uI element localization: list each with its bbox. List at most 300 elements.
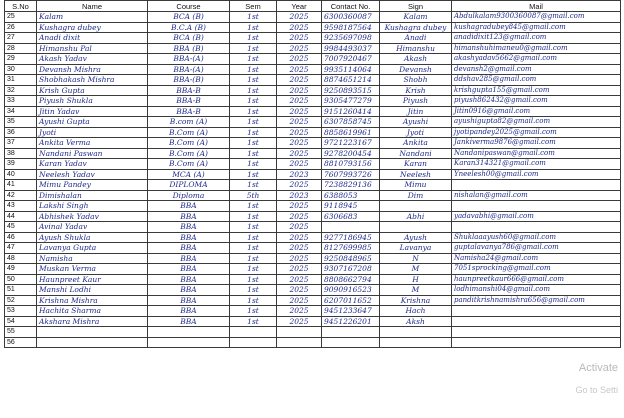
row-contact: 9151260414 (322, 106, 380, 117)
row-sign: Hach (380, 306, 452, 317)
row-mail: panditkrishnamishra656@gmail.com (452, 295, 621, 306)
row-mail: 7051sprocking@gmail.com (452, 264, 621, 275)
row-sno: 49 (5, 264, 37, 275)
row-contact: 7007920467 (322, 54, 380, 65)
row-sno: 54 (5, 316, 37, 327)
row-sign: Shobh (380, 75, 452, 86)
header-contact: Contact No. (322, 1, 380, 12)
row-contact (322, 337, 380, 348)
row-course: BCA (B) (148, 33, 230, 44)
row-mail: Nandanipaswan@gmail.com (452, 148, 621, 159)
table-row (5, 211, 621, 222)
row-name: Akshara Mishra (37, 316, 148, 327)
table-row (5, 75, 621, 86)
row-sem: 1st (230, 54, 277, 65)
row-sem: 1st (230, 127, 277, 138)
table-row (5, 337, 621, 348)
row-mail: guptalavanya786@gmail.com (452, 243, 621, 254)
row-sno: 30 (5, 64, 37, 75)
row-year: 2025 (277, 222, 322, 233)
row-year: 2025 (277, 64, 322, 75)
row-name: Himanshu Pal (37, 43, 148, 54)
row-contact: 9451226201 (322, 316, 380, 327)
row-course: BBA (148, 285, 230, 296)
row-sno: 34 (5, 106, 37, 117)
row-year: 2025 (277, 232, 322, 243)
row-course: Diploma (148, 190, 230, 201)
row-sign: M (380, 264, 452, 275)
row-contact: 9935114064 (322, 64, 380, 75)
row-name: Shobhakash Mishra (37, 75, 148, 86)
row-sign: Kushagra dubey (380, 22, 452, 33)
row-name: Neelesh Yadav (37, 169, 148, 180)
row-contact (322, 222, 380, 233)
row-sem: 1st (230, 243, 277, 254)
row-sem: 1st (230, 85, 277, 96)
row-mail (452, 306, 621, 317)
row-sign: Jyoti (380, 127, 452, 138)
row-sno: 41 (5, 180, 37, 191)
row-sno: 29 (5, 54, 37, 65)
row-mail: himanshuhimaneu0@gmail.com (452, 43, 621, 54)
row-course: B.Com (A) (148, 138, 230, 149)
row-course: BBA-(A) (148, 54, 230, 65)
row-sem (230, 327, 277, 338)
row-year: 2025 (277, 243, 322, 254)
row-sno: 53 (5, 306, 37, 317)
row-sign: Neelesh (380, 169, 452, 180)
table-row (5, 243, 621, 254)
table-row (5, 43, 621, 54)
row-contact: 6306683 (322, 211, 380, 222)
row-sem: 1st (230, 64, 277, 75)
row-name: Muskan Verma (37, 264, 148, 275)
row-sno: 43 (5, 201, 37, 212)
row-name: Avinal Yadav (37, 222, 148, 233)
table-row (5, 295, 621, 306)
row-sno: 40 (5, 169, 37, 180)
row-sign (380, 337, 452, 348)
row-contact: 9118945 (322, 201, 380, 212)
row-contact: 9307167208 (322, 264, 380, 275)
row-mail: ayushigupta82@gmail.com (452, 117, 621, 128)
row-year: 2023 (277, 190, 322, 201)
activation-watermark: Activate (578, 362, 618, 374)
row-mail: lodhimanshi04@gmail.com (452, 285, 621, 296)
row-sno: 27 (5, 33, 37, 44)
row-sno: 42 (5, 190, 37, 201)
row-mail: nishalan@gmail.com (452, 190, 621, 201)
table-row (5, 12, 621, 23)
row-course: BBA-B (148, 85, 230, 96)
row-name: Ankita Verma (37, 138, 148, 149)
row-sno: 46 (5, 232, 37, 243)
row-year: 2025 (277, 106, 322, 117)
row-sem: 1st (230, 316, 277, 327)
table-row (5, 148, 621, 159)
table-row (5, 316, 621, 327)
row-sign: Devansh (380, 64, 452, 75)
row-sno: 31 (5, 75, 37, 86)
row-sno: 44 (5, 211, 37, 222)
attendance-sheet (4, 0, 621, 348)
row-sem: 1st (230, 222, 277, 233)
table-row (5, 190, 621, 201)
row-sem: 1st (230, 33, 277, 44)
row-name: Jitin Yadav (37, 106, 148, 117)
table-row (5, 117, 621, 128)
header-sno: S.No (5, 1, 37, 12)
row-year: 2025 (277, 12, 322, 23)
row-sign: Karan (380, 159, 452, 170)
row-name: Kushagra dubey (37, 22, 148, 33)
row-year: 2025 (277, 22, 322, 33)
row-contact: 9721223167 (322, 138, 380, 149)
row-contact: 6300360087 (322, 12, 380, 23)
row-year: 2025 (277, 43, 322, 54)
row-contact: 6207011652 (322, 295, 380, 306)
row-course: B.C.A (B) (148, 22, 230, 33)
row-contact: 9278200454 (322, 148, 380, 159)
row-course: BBA (148, 232, 230, 243)
row-name: Ayush Shukla (37, 232, 148, 243)
table-row (5, 64, 621, 75)
table-row (5, 22, 621, 33)
table-row (5, 54, 621, 65)
row-mail: piyush862432@gmail.com (452, 96, 621, 107)
row-sign (380, 222, 452, 233)
header-sign: Sign (380, 1, 452, 12)
row-course: BBA (148, 201, 230, 212)
row-contact (322, 327, 380, 338)
row-sem: 1st (230, 285, 277, 296)
row-year: 2025 (277, 85, 322, 96)
row-sem: 1st (230, 306, 277, 317)
row-sign: Aksh (380, 316, 452, 327)
row-sem: 1st (230, 96, 277, 107)
row-mail: Abdulkalam9300360087@gmail.com (452, 12, 621, 23)
row-mail: Jankiverma9876@gmail.com (452, 138, 621, 149)
table-row (5, 327, 621, 338)
row-name: Piyush Shukla (37, 96, 148, 107)
row-sign: Nandani (380, 148, 452, 159)
row-mail: kushagradubey845@gmail.com (452, 22, 621, 33)
row-sign: Ayushi (380, 117, 452, 128)
row-sem: 1st (230, 253, 277, 264)
row-mail: ddshav285@gmail.com (452, 75, 621, 86)
row-mail (452, 180, 621, 191)
row-year: 2025 (277, 201, 322, 212)
table-row (5, 232, 621, 243)
row-sno: 56 (5, 337, 37, 348)
row-sign: Kalam (380, 12, 452, 23)
row-year: 2025 (277, 180, 322, 191)
row-contact: 6388053 (322, 190, 380, 201)
row-course: BBA-(A) (148, 64, 230, 75)
row-name: Krishna Mishra (37, 295, 148, 306)
row-course: B.Com (A) (148, 148, 230, 159)
table-row (5, 180, 621, 191)
row-year: 2025 (277, 96, 322, 107)
header-row (5, 1, 621, 12)
row-mail (452, 327, 621, 338)
row-sem: 1st (230, 295, 277, 306)
row-sign: Anadi (380, 33, 452, 44)
row-sign (380, 201, 452, 212)
activation-watermark-sub: Go to Setti (575, 385, 618, 395)
row-sno: 45 (5, 222, 37, 233)
row-mail: jyotipandey2025@gmail.com (452, 127, 621, 138)
header-sem: Sem (230, 1, 277, 12)
row-name (37, 337, 148, 348)
row-sign: M (380, 285, 452, 296)
row-sno: 38 (5, 148, 37, 159)
row-course: MCA (A) (148, 169, 230, 180)
row-sign: Piyush (380, 96, 452, 107)
row-sign: Ankita (380, 138, 452, 149)
row-year (277, 327, 322, 338)
row-contact: 8808662794 (322, 274, 380, 285)
row-course: BBA (148, 264, 230, 275)
row-sem: 1st (230, 159, 277, 170)
row-mail (452, 316, 621, 327)
row-sign: Himanshu (380, 43, 452, 54)
row-sem: 1st (230, 22, 277, 33)
row-sno: 35 (5, 117, 37, 128)
row-sem: 1st (230, 148, 277, 159)
row-contact: 8127699985 (322, 243, 380, 254)
row-name: Akash Yadav (37, 54, 148, 65)
row-mail: Jitin0916@gmail.com (452, 106, 621, 117)
row-name: Anadi dixit (37, 33, 148, 44)
row-name: Ayushi Gupta (37, 117, 148, 128)
row-sno: 37 (5, 138, 37, 149)
row-sem: 1st (230, 12, 277, 23)
row-year: 2025 (277, 33, 322, 44)
table-row (5, 85, 621, 96)
row-contact: 8874651214 (322, 75, 380, 86)
row-sno: 48 (5, 253, 37, 264)
row-sign: Krish (380, 85, 452, 96)
row-sem: 1st (230, 264, 277, 275)
row-sem: 1st (230, 138, 277, 149)
row-name: Karan Yadav (37, 159, 148, 170)
row-course: BBA (148, 222, 230, 233)
row-name: Haunpreet Kaur (37, 274, 148, 285)
row-sign: Dim (380, 190, 452, 201)
table-row (5, 201, 621, 212)
row-contact: 8858619961 (322, 127, 380, 138)
table-row (5, 96, 621, 107)
row-sem: 1st (230, 117, 277, 128)
row-mail: Shuklaaayush60@gmail.com (452, 232, 621, 243)
row-sign: Abhi (380, 211, 452, 222)
row-course: B.com (A) (148, 117, 230, 128)
row-year: 2025 (277, 306, 322, 317)
row-course: B.Com (A) (148, 127, 230, 138)
row-course: B.Com (A) (148, 159, 230, 170)
row-year: 2025 (277, 253, 322, 264)
table-row (5, 222, 621, 233)
row-course (148, 337, 230, 348)
row-name: Devansh Mishra (37, 64, 148, 75)
header-name: Name (37, 1, 148, 12)
row-contact: 9984493037 (322, 43, 380, 54)
row-sno: 39 (5, 159, 37, 170)
row-contact: 9250848965 (322, 253, 380, 264)
row-year: 2025 (277, 54, 322, 65)
row-sno: 50 (5, 274, 37, 285)
row-course: DIPLOMA (148, 180, 230, 191)
row-contact: 9277186945 (322, 232, 380, 243)
row-course (148, 327, 230, 338)
row-mail: haunpreetkaur666@gmail.com (452, 274, 621, 285)
row-year: 2025 (277, 117, 322, 128)
row-name: Lakshi Singh (37, 201, 148, 212)
row-course: BBA (148, 316, 230, 327)
row-course: BBA (148, 306, 230, 317)
row-year: 2025 (277, 127, 322, 138)
row-contact: 9250893515 (322, 85, 380, 96)
row-sem: 1st (230, 201, 277, 212)
row-name: Namisha (37, 253, 148, 264)
row-sign (380, 327, 452, 338)
table-row (5, 253, 621, 264)
row-year: 2025 (277, 148, 322, 159)
row-name: Mimu Pandey (37, 180, 148, 191)
row-sem: 1st (230, 75, 277, 86)
row-sem: 1st (230, 169, 277, 180)
row-course: BBA-(B) (148, 75, 230, 86)
header-mail: Mail (452, 1, 621, 12)
row-sign: H (380, 274, 452, 285)
row-sno: 26 (5, 22, 37, 33)
row-sno: 33 (5, 96, 37, 107)
row-contact: 9598187564 (322, 22, 380, 33)
row-mail: Yneelesh00@gmail.com (452, 169, 621, 180)
row-name: Jyoti (37, 127, 148, 138)
row-mail (452, 201, 621, 212)
row-sign: Akash (380, 54, 452, 65)
row-name: Dimishalan (37, 190, 148, 201)
row-sno: 28 (5, 43, 37, 54)
row-year: 2023 (277, 169, 322, 180)
table-row (5, 127, 621, 138)
row-sem: 1st (230, 43, 277, 54)
header-course: Course (148, 1, 230, 12)
row-sem: 1st (230, 180, 277, 191)
row-sign: Lavanya (380, 243, 452, 254)
header-year: Year (277, 1, 322, 12)
row-name: Abhishek Yadav (37, 211, 148, 222)
row-sign: Ayush (380, 232, 452, 243)
row-sign: Krishna (380, 295, 452, 306)
row-mail: akashyadav5662@gmail.com (452, 54, 621, 65)
row-name: Nandani Paswan (37, 148, 148, 159)
table-row (5, 285, 621, 296)
row-course: BBA (148, 274, 230, 285)
table-row (5, 33, 621, 44)
row-year: 2025 (277, 75, 322, 86)
row-contact: 8810793156 (322, 159, 380, 170)
row-sign: Mimu (380, 180, 452, 191)
row-year: 2025 (277, 285, 322, 296)
table-row (5, 138, 621, 149)
row-contact: 9090916523 (322, 285, 380, 296)
row-name (37, 327, 148, 338)
row-course: BBA (B) (148, 43, 230, 54)
row-sno: 47 (5, 243, 37, 254)
row-mail: Karan314321@gmail.com (452, 159, 621, 170)
row-contact: 7238829136 (322, 180, 380, 191)
row-contact: 9451233647 (322, 306, 380, 317)
row-sno: 51 (5, 285, 37, 296)
row-course: BBA (148, 295, 230, 306)
table-row (5, 106, 621, 117)
row-year: 2025 (277, 138, 322, 149)
row-sem: 5th (230, 190, 277, 201)
row-sem (230, 337, 277, 348)
row-year: 2025 (277, 295, 322, 306)
table-row (5, 274, 621, 285)
row-sno: 55 (5, 327, 37, 338)
row-mail (452, 337, 621, 348)
row-sem: 1st (230, 274, 277, 285)
row-course: BBA (148, 211, 230, 222)
row-course: BBA-B (148, 106, 230, 117)
row-year: 2025 (277, 316, 322, 327)
row-course: BBA-B (148, 96, 230, 107)
row-contact: 6307858745 (322, 117, 380, 128)
row-year: 2025 (277, 264, 322, 275)
row-mail: krishgupta155@gmail.com (452, 85, 621, 96)
row-year: 2025 (277, 211, 322, 222)
row-contact: 9305477279 (322, 96, 380, 107)
row-mail: yadavabhi@gmail.com (452, 211, 621, 222)
row-sno: 36 (5, 127, 37, 138)
row-mail (452, 222, 621, 233)
row-mail: anadidixit123@gmail.com (452, 33, 621, 44)
row-sign: Jitin (380, 106, 452, 117)
row-mail: Namisha24@gmail.com (452, 253, 621, 264)
row-sno: 52 (5, 295, 37, 306)
row-sno: 32 (5, 85, 37, 96)
row-name: Hachita Sharma (37, 306, 148, 317)
row-contact: 7607993726 (322, 169, 380, 180)
row-name: Manshi Lodhi (37, 285, 148, 296)
row-name: Krish Gupta (37, 85, 148, 96)
table-row (5, 159, 621, 170)
row-contact: 9235697098 (322, 33, 380, 44)
row-sno: 25 (5, 12, 37, 23)
table-row (5, 169, 621, 180)
row-sem: 1st (230, 211, 277, 222)
row-mail: devansh2@gmail.com (452, 64, 621, 75)
row-sem: 1st (230, 106, 277, 117)
row-name: Kalam (37, 12, 148, 23)
row-course: BCA (B) (148, 12, 230, 23)
row-sign: N (380, 253, 452, 264)
row-course: BBA (148, 243, 230, 254)
row-name: Lavanya Gupta (37, 243, 148, 254)
row-year: 2025 (277, 159, 322, 170)
row-course: BBA (148, 253, 230, 264)
table-row (5, 264, 621, 275)
table-row (5, 306, 621, 317)
row-year (277, 337, 322, 348)
row-year: 2025 (277, 274, 322, 285)
row-sem: 1st (230, 232, 277, 243)
